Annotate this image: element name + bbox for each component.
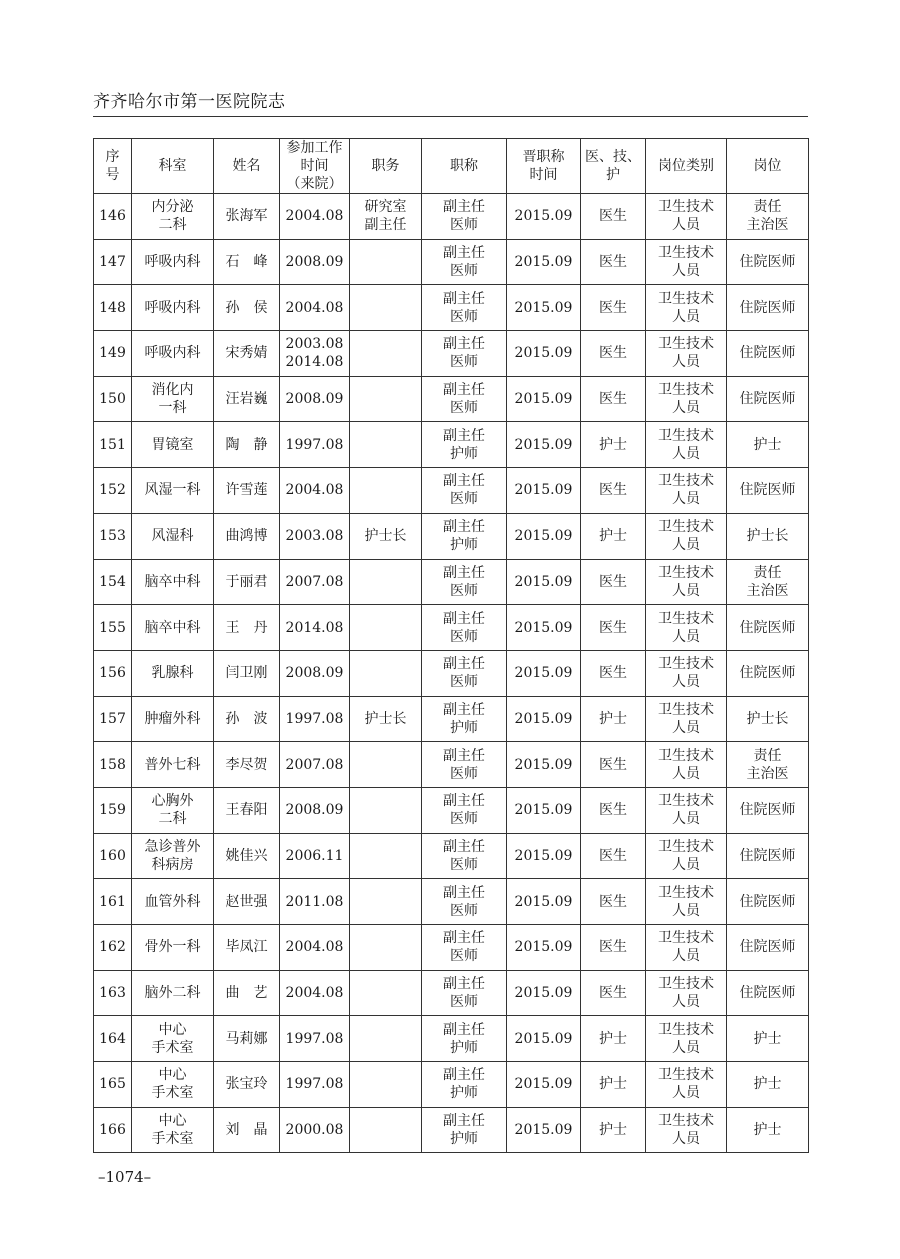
cell-post: 住院医师 <box>727 925 809 971</box>
cell-department: 乳腺科 <box>132 650 214 696</box>
col-header-post-category: 岗位类别 <box>646 139 727 194</box>
cell-role-type: 护士 <box>581 1107 646 1153</box>
cell-post-category: 卫生技术 人员 <box>646 650 727 696</box>
cell-role-type: 医生 <box>581 970 646 1016</box>
staff-table <box>93 138 809 1153</box>
cell-post-category: 卫生技术 人员 <box>646 422 727 468</box>
cell-promotion-date: 2015.09 <box>507 285 581 331</box>
cell-title: 副主任 护师 <box>422 1107 507 1153</box>
cell-promotion-date: 2015.09 <box>507 239 581 285</box>
cell-index: 162 <box>94 925 132 971</box>
table-row <box>94 513 809 559</box>
cell-start-date: 2006.11 <box>280 833 350 879</box>
cell-promotion-date: 2015.09 <box>507 742 581 788</box>
cell-position <box>350 787 422 833</box>
cell-department: 内分泌 二科 <box>132 194 214 240</box>
cell-promotion-date: 2015.09 <box>507 422 581 468</box>
cell-index: 165 <box>94 1062 132 1108</box>
cell-post: 护士长 <box>727 696 809 742</box>
cell-post: 责任 主治医 <box>727 559 809 605</box>
col-header-title: 职称 <box>422 139 507 194</box>
table-row <box>94 422 809 468</box>
cell-title: 副主任 医师 <box>422 742 507 788</box>
cell-post: 护士 <box>727 1107 809 1153</box>
table-row <box>94 1107 809 1153</box>
cell-title: 副主任 护师 <box>422 513 507 559</box>
cell-post-category: 卫生技术 人员 <box>646 331 727 377</box>
table-row <box>94 468 809 514</box>
cell-start-date: 2008.09 <box>280 787 350 833</box>
cell-start-date: 2008.09 <box>280 239 350 285</box>
table-row <box>94 696 809 742</box>
cell-index: 148 <box>94 285 132 331</box>
table-row <box>94 285 809 331</box>
cell-position: 研究室 副主任 <box>350 194 422 240</box>
table-row <box>94 331 809 377</box>
cell-name: 汪岩巍 <box>214 376 280 422</box>
cell-position <box>350 925 422 971</box>
cell-department: 肿瘤外科 <box>132 696 214 742</box>
cell-department: 普外七科 <box>132 742 214 788</box>
cell-name: 王 丹 <box>214 605 280 651</box>
table-row <box>94 650 809 696</box>
cell-post: 责任 主治医 <box>727 194 809 240</box>
cell-index: 155 <box>94 605 132 651</box>
cell-post: 住院医师 <box>727 787 809 833</box>
cell-post: 住院医师 <box>727 650 809 696</box>
cell-promotion-date: 2015.09 <box>507 605 581 651</box>
cell-role-type: 医生 <box>581 194 646 240</box>
cell-start-date: 2004.08 <box>280 468 350 514</box>
cell-position <box>350 742 422 788</box>
cell-promotion-date: 2015.09 <box>507 1107 581 1153</box>
cell-role-type: 医生 <box>581 468 646 514</box>
cell-position <box>350 879 422 925</box>
cell-name: 李尽贺 <box>214 742 280 788</box>
cell-position <box>350 970 422 1016</box>
cell-post-category: 卫生技术 人员 <box>646 194 727 240</box>
cell-position <box>350 559 422 605</box>
cell-post: 住院医师 <box>727 285 809 331</box>
cell-post: 住院医师 <box>727 833 809 879</box>
table-row <box>94 605 809 651</box>
cell-post: 住院医师 <box>727 331 809 377</box>
cell-title: 副主任 医师 <box>422 194 507 240</box>
col-header-department: 科室 <box>132 139 214 194</box>
cell-title: 副主任 医师 <box>422 331 507 377</box>
cell-position <box>350 1107 422 1153</box>
cell-promotion-date: 2015.09 <box>507 925 581 971</box>
cell-index: 152 <box>94 468 132 514</box>
cell-title: 副主任 护师 <box>422 696 507 742</box>
cell-title: 副主任 医师 <box>422 376 507 422</box>
cell-post: 护士长 <box>727 513 809 559</box>
cell-title: 副主任 医师 <box>422 650 507 696</box>
cell-post: 护士 <box>727 1016 809 1062</box>
col-header-role-type: 医、技、 护 <box>581 139 646 194</box>
col-header-start-date: 参加工作 时间 （来院） <box>280 139 350 194</box>
cell-department: 风湿科 <box>132 513 214 559</box>
table-row <box>94 833 809 879</box>
cell-title: 副主任 医师 <box>422 468 507 514</box>
cell-post-category: 卫生技术 人员 <box>646 696 727 742</box>
cell-department: 急诊普外 科病房 <box>132 833 214 879</box>
cell-start-date: 1997.08 <box>280 422 350 468</box>
header-row <box>94 139 809 194</box>
cell-index: 161 <box>94 879 132 925</box>
table-row <box>94 239 809 285</box>
cell-post-category: 卫生技术 人员 <box>646 833 727 879</box>
cell-role-type: 护士 <box>581 513 646 559</box>
cell-post-category: 卫生技术 人员 <box>646 879 727 925</box>
cell-post: 住院医师 <box>727 970 809 1016</box>
cell-position <box>350 376 422 422</box>
cell-start-date: 1997.08 <box>280 1016 350 1062</box>
cell-post-category: 卫生技术 人员 <box>646 559 727 605</box>
cell-title: 副主任 医师 <box>422 605 507 651</box>
table-header <box>94 139 809 194</box>
cell-name: 刘 晶 <box>214 1107 280 1153</box>
cell-position <box>350 650 422 696</box>
cell-promotion-date: 2015.09 <box>507 696 581 742</box>
cell-name: 赵世强 <box>214 879 280 925</box>
cell-index: 164 <box>94 1016 132 1062</box>
cell-role-type: 医生 <box>581 650 646 696</box>
cell-promotion-date: 2015.09 <box>507 331 581 377</box>
cell-title: 副主任 医师 <box>422 559 507 605</box>
cell-index: 149 <box>94 331 132 377</box>
cell-start-date: 1997.08 <box>280 1062 350 1108</box>
cell-role-type: 医生 <box>581 559 646 605</box>
cell-name: 毕凤江 <box>214 925 280 971</box>
cell-index: 147 <box>94 239 132 285</box>
cell-promotion-date: 2015.09 <box>507 1016 581 1062</box>
cell-post-category: 卫生技术 人员 <box>646 468 727 514</box>
cell-department: 胃镜室 <box>132 422 214 468</box>
cell-start-date: 2000.08 <box>280 1107 350 1153</box>
table-row <box>94 194 809 240</box>
col-header-name: 姓名 <box>214 139 280 194</box>
cell-department: 脑卒中科 <box>132 605 214 651</box>
cell-name: 马莉娜 <box>214 1016 280 1062</box>
cell-department: 风湿一科 <box>132 468 214 514</box>
table-row <box>94 787 809 833</box>
cell-promotion-date: 2015.09 <box>507 513 581 559</box>
cell-promotion-date: 2015.09 <box>507 1062 581 1108</box>
cell-role-type: 医生 <box>581 605 646 651</box>
cell-post: 护士 <box>727 1062 809 1108</box>
cell-name: 石 峰 <box>214 239 280 285</box>
cell-name: 张海军 <box>214 194 280 240</box>
cell-name: 曲 艺 <box>214 970 280 1016</box>
cell-promotion-date: 2015.09 <box>507 559 581 605</box>
col-header-promotion-date: 晋职称 时间 <box>507 139 581 194</box>
cell-title: 副主任 医师 <box>422 925 507 971</box>
cell-role-type: 医生 <box>581 787 646 833</box>
cell-start-date: 2014.08 <box>280 605 350 651</box>
cell-department: 脑卒中科 <box>132 559 214 605</box>
cell-title: 副主任 医师 <box>422 239 507 285</box>
cell-name: 曲鸿博 <box>214 513 280 559</box>
cell-index: 153 <box>94 513 132 559</box>
cell-post-category: 卫生技术 人员 <box>646 605 727 651</box>
cell-role-type: 医生 <box>581 742 646 788</box>
cell-post-category: 卫生技术 人员 <box>646 239 727 285</box>
table-row <box>94 376 809 422</box>
cell-name: 孙 侯 <box>214 285 280 331</box>
cell-department: 心胸外 二科 <box>132 787 214 833</box>
cell-role-type: 医生 <box>581 879 646 925</box>
cell-title: 副主任 护师 <box>422 1016 507 1062</box>
cell-department: 消化内 一科 <box>132 376 214 422</box>
cell-role-type: 医生 <box>581 833 646 879</box>
cell-role-type: 医生 <box>581 285 646 331</box>
cell-department: 中心 手术室 <box>132 1062 214 1108</box>
cell-position: 护士长 <box>350 513 422 559</box>
cell-title: 副主任 医师 <box>422 879 507 925</box>
cell-index: 157 <box>94 696 132 742</box>
cell-position <box>350 833 422 879</box>
cell-start-date: 2004.08 <box>280 925 350 971</box>
table-row <box>94 925 809 971</box>
cell-promotion-date: 2015.09 <box>507 970 581 1016</box>
header-divider <box>93 116 808 117</box>
cell-department: 中心 手术室 <box>132 1016 214 1062</box>
cell-start-date: 2011.08 <box>280 879 350 925</box>
cell-role-type: 医生 <box>581 376 646 422</box>
cell-title: 副主任 医师 <box>422 285 507 331</box>
cell-index: 146 <box>94 194 132 240</box>
cell-name: 宋秀婧 <box>214 331 280 377</box>
cell-start-date: 2007.08 <box>280 559 350 605</box>
cell-name: 闫卫刚 <box>214 650 280 696</box>
cell-department: 呼吸内科 <box>132 331 214 377</box>
cell-title: 副主任 医师 <box>422 787 507 833</box>
cell-name: 孙 波 <box>214 696 280 742</box>
cell-post: 住院医师 <box>727 468 809 514</box>
cell-promotion-date: 2015.09 <box>507 650 581 696</box>
cell-department: 骨外一科 <box>132 925 214 971</box>
col-header-index: 序 号 <box>94 139 132 194</box>
cell-post: 住院医师 <box>727 376 809 422</box>
cell-start-date: 2007.08 <box>280 742 350 788</box>
table-row <box>94 1062 809 1108</box>
cell-post-category: 卫生技术 人员 <box>646 742 727 788</box>
cell-index: 166 <box>94 1107 132 1153</box>
cell-title: 副主任 医师 <box>422 833 507 879</box>
table-body <box>94 194 809 1153</box>
cell-post-category: 卫生技术 人员 <box>646 285 727 331</box>
cell-post-category: 卫生技术 人员 <box>646 970 727 1016</box>
cell-name: 许雪莲 <box>214 468 280 514</box>
table-row <box>94 559 809 605</box>
cell-start-date: 2003.08 <box>280 513 350 559</box>
cell-post-category: 卫生技术 人员 <box>646 376 727 422</box>
cell-department: 呼吸内科 <box>132 239 214 285</box>
cell-title: 副主任 护师 <box>422 422 507 468</box>
cell-role-type: 护士 <box>581 696 646 742</box>
cell-position <box>350 1016 422 1062</box>
cell-post-category: 卫生技术 人员 <box>646 1107 727 1153</box>
cell-name: 姚佳兴 <box>214 833 280 879</box>
cell-post-category: 卫生技术 人员 <box>646 925 727 971</box>
cell-index: 154 <box>94 559 132 605</box>
cell-name: 王春阳 <box>214 787 280 833</box>
cell-post-category: 卫生技术 人员 <box>646 1016 727 1062</box>
cell-start-date: 2008.09 <box>280 650 350 696</box>
cell-post: 护士 <box>727 422 809 468</box>
cell-start-date: 2008.09 <box>280 376 350 422</box>
cell-department: 中心 手术室 <box>132 1107 214 1153</box>
cell-index: 156 <box>94 650 132 696</box>
cell-role-type: 医生 <box>581 925 646 971</box>
cell-index: 151 <box>94 422 132 468</box>
cell-index: 159 <box>94 787 132 833</box>
cell-index: 163 <box>94 970 132 1016</box>
cell-post: 住院医师 <box>727 605 809 651</box>
cell-role-type: 护士 <box>581 1062 646 1108</box>
cell-position <box>350 285 422 331</box>
cell-post-category: 卫生技术 人员 <box>646 1062 727 1108</box>
page-number: –1074– <box>98 1168 152 1186</box>
cell-department: 脑外二科 <box>132 970 214 1016</box>
book-title: 齐齐哈尔市第一医院院志 <box>93 92 286 112</box>
cell-promotion-date: 2015.09 <box>507 879 581 925</box>
cell-position <box>350 422 422 468</box>
cell-role-type: 护士 <box>581 422 646 468</box>
cell-post: 住院医师 <box>727 879 809 925</box>
table-row <box>94 1016 809 1062</box>
cell-post-category: 卫生技术 人员 <box>646 513 727 559</box>
cell-position <box>350 468 422 514</box>
table-row <box>94 879 809 925</box>
cell-name: 张宝玲 <box>214 1062 280 1108</box>
cell-promotion-date: 2015.09 <box>507 468 581 514</box>
cell-position <box>350 1062 422 1108</box>
cell-index: 158 <box>94 742 132 788</box>
cell-department: 血管外科 <box>132 879 214 925</box>
table-row <box>94 742 809 788</box>
cell-post: 住院医师 <box>727 239 809 285</box>
col-header-position: 职务 <box>350 139 422 194</box>
cell-post-category: 卫生技术 人员 <box>646 787 727 833</box>
cell-index: 150 <box>94 376 132 422</box>
cell-start-date: 2003.08 2014.08 <box>280 331 350 377</box>
cell-department: 呼吸内科 <box>132 285 214 331</box>
cell-title: 副主任 护师 <box>422 1062 507 1108</box>
cell-start-date: 2004.08 <box>280 285 350 331</box>
cell-role-type: 护士 <box>581 1016 646 1062</box>
cell-name: 于丽君 <box>214 559 280 605</box>
cell-promotion-date: 2015.09 <box>507 833 581 879</box>
cell-role-type: 医生 <box>581 331 646 377</box>
cell-start-date: 1997.08 <box>280 696 350 742</box>
cell-position <box>350 605 422 651</box>
cell-position <box>350 239 422 285</box>
cell-start-date: 2004.08 <box>280 970 350 1016</box>
cell-title: 副主任 医师 <box>422 970 507 1016</box>
cell-position: 护士长 <box>350 696 422 742</box>
cell-promotion-date: 2015.09 <box>507 376 581 422</box>
col-header-post: 岗位 <box>727 139 809 194</box>
cell-role-type: 医生 <box>581 239 646 285</box>
cell-position <box>350 331 422 377</box>
cell-name: 陶 静 <box>214 422 280 468</box>
cell-index: 160 <box>94 833 132 879</box>
cell-post: 责任 主治医 <box>727 742 809 788</box>
cell-promotion-date: 2015.09 <box>507 787 581 833</box>
table-row <box>94 970 809 1016</box>
cell-promotion-date: 2015.09 <box>507 194 581 240</box>
cell-start-date: 2004.08 <box>280 194 350 240</box>
